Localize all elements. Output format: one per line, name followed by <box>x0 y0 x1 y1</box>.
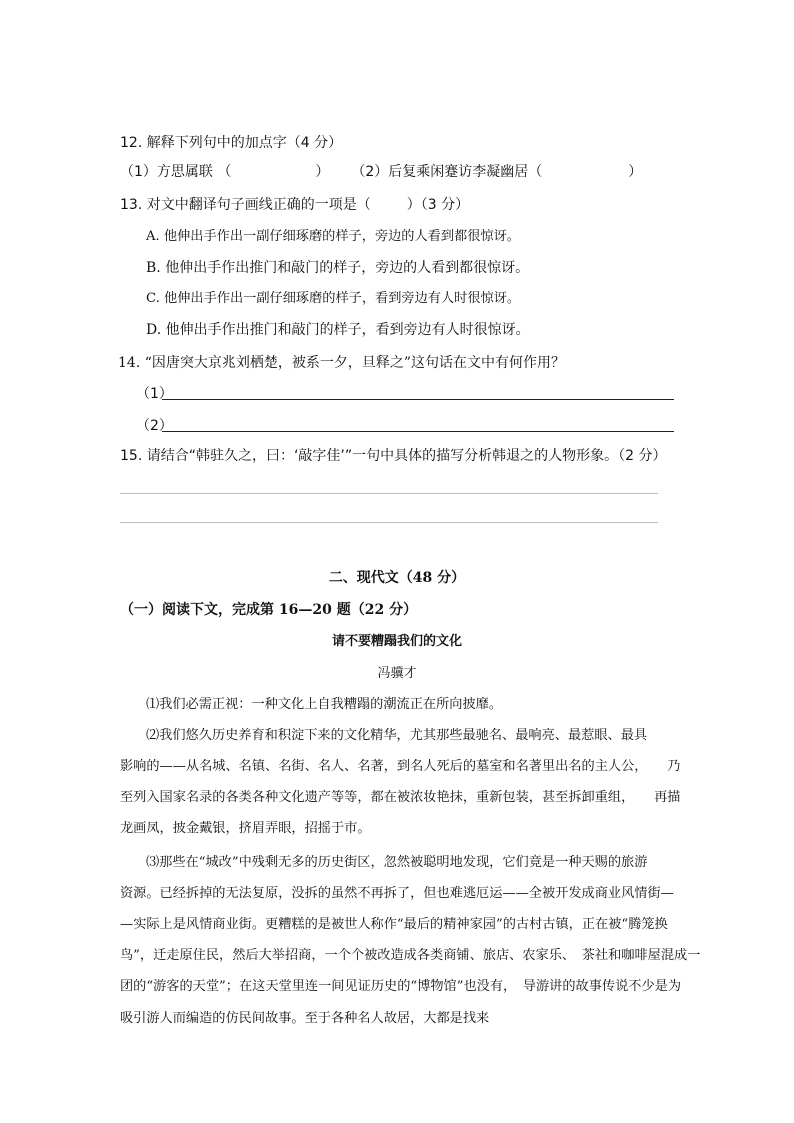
article-line: ⑶那些在“城改”中残剩无多的历史街区，忽然被聪明地发现，它们竟是一种天赐的旅游 <box>146 855 648 870</box>
q13-option-c: C. 他伸出手作出一副仔细琢磨的样子，看到旁边有人时很惊讶。 <box>146 291 521 306</box>
article-line: ⑵我们悠久历史养育和积淀下来的文化精华，尤其那些最驰名、最响亮、最惹眼、最具 <box>146 728 648 743</box>
q12-stem: 12. 解释下列句中的加点字（4 分） <box>120 135 343 151</box>
q15-stem: 15. 请结合“韩驻久之，曰：‘敲字佳’”一句中具体的描写分析韩退之的人物形象。（2 分） <box>120 448 667 464</box>
q12-items <box>120 162 642 182</box>
article-line: 鸟”，迁走原住民，然后大举招商，一个个被改造成各类商铺、旅店、农家乐、 茶社和咖啡屋混成一 <box>120 948 701 963</box>
q13-stem-line <box>120 195 469 215</box>
q14-answer-line-1[interactable] <box>162 399 674 400</box>
section2-subheading: （一）阅读下文，完成第 16—20 题（22 分） <box>120 602 418 618</box>
q12-item2-label: （2）后复乘闲蹇访李凝幽居（ <box>351 164 543 180</box>
article-line: ⑴我们必需正视：一种文化上自我糟蹋的潮流正在所向披靡。 <box>146 697 503 712</box>
article-line: —实际上是风情商业街。更糟糕的是被世人称作“最后的精神家园”的古村古镇，正在被“腾笼换 <box>120 917 668 932</box>
q13-option-a: A. 他伸出手作出一副仔细琢磨的样子，旁边的人看到都很惊讶。 <box>146 229 520 244</box>
q15-answer-line-1[interactable] <box>120 493 658 494</box>
section2-heading: 二、现代文（48 分） <box>328 570 466 586</box>
q12-item2-close: ） <box>628 164 643 180</box>
q14-answer-label-1: （1） <box>136 386 173 402</box>
q14-answer-line-2[interactable] <box>162 431 674 432</box>
q12-item1-label: （1）方思属联 （ <box>120 164 232 180</box>
q13-option-d: D. 他伸出手作出推门和敲门的样子，看到旁边有人时很惊讶。 <box>146 322 530 338</box>
article-author: 冯骥才 <box>377 666 417 681</box>
q12-item1-close: ） <box>315 164 330 180</box>
article-line: 资源。已经拆掉的无法复原，没拆的虽然不再拆了，但也难逃厄运——全被开发成商业风情街— <box>120 886 674 901</box>
article-line: 团的“游客的天堂”；在这天堂里连一间见证历史的“博物馆”也没有， 导游讲的故事传说不少是为 <box>120 979 682 994</box>
article-line: 龙画凤，披金戴银，挤眉弄眼，招摇于市。 <box>120 821 371 836</box>
article-line: 影响的——从名城、名镇、名街、名人、名著，到名人死后的墓室和名著里出名的主人公， 乃 <box>120 759 681 774</box>
q14-answer-label-2: （2） <box>136 418 173 434</box>
q13-stem-close: ）（3 分） <box>406 197 470 213</box>
article-line: 吸引游人而编造的仿民间故事。至于各种名人故居，大都是找来 <box>120 1011 490 1026</box>
article-line: 至列入国家名录的各类各种文化遗产等等，都在被浓妆艳抹，重新包装，甚至拆卸重组， 再描 <box>120 790 681 805</box>
q13-option-b: B. 他伸出手作出推门和敲门的样子，旁边的人看到都很惊讶。 <box>146 260 530 276</box>
q15-answer-line-2[interactable] <box>120 522 658 523</box>
q13-stem: 13. 对文中翻译句子画线正确的一项是（ <box>120 197 371 213</box>
q14-stem: 14. “因唐突大京兆刘栖楚，被系一夕，旦释之”这句话在文中有何作用？ <box>118 355 566 371</box>
article-title: 请不要糟蹋我们的文化 <box>331 634 462 649</box>
